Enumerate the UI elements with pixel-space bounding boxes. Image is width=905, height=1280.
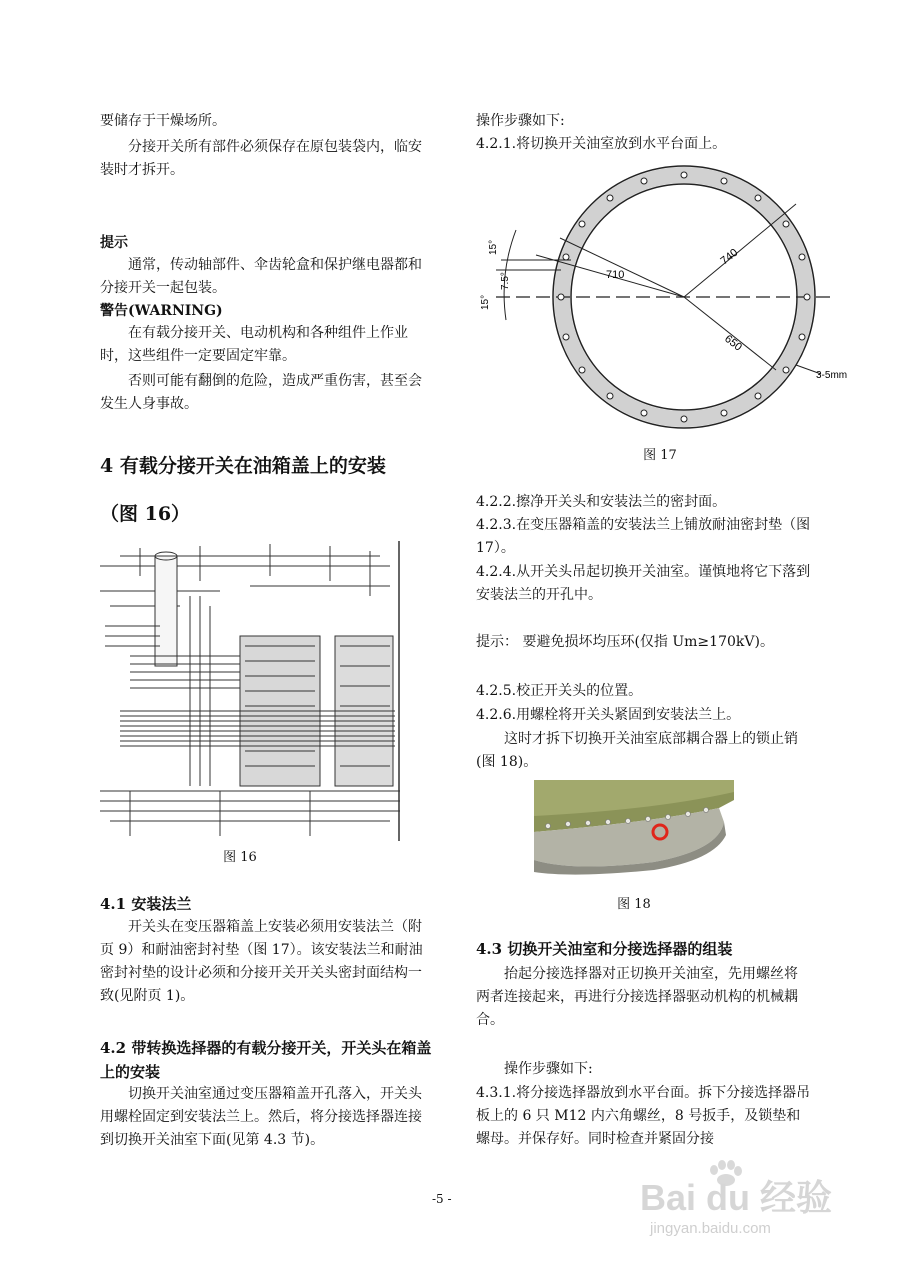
section-4-2-text: 切换开关油室通过变压器箱盖开孔落入，开关头用螺栓固定到安装法兰上。然后，将分接选择器连接到切换开关油室下面(见第 4.3 节)。 [100,1086,422,1148]
dim-710-label: 710 [606,269,625,281]
step-4-2-1: 4.2.1.将切换开关油室放到水平台面上。 [476,136,727,152]
figure-16-caption: 图 16 [223,850,257,865]
baidu-watermark [640,1160,870,1240]
watermark-url: jingyan.baidu.com [650,1220,771,1237]
transformer-line-art [100,536,400,841]
step-4-2-6-text: 这时才拆下切换开关油室底部耦合器上的锁止销(图 18)。 [476,731,798,770]
paragraph-storage-end: 要储存于干燥场所。 [100,113,226,129]
step-4-2-6: 4.2.6.用螺栓将开关头紧固到安装法兰上。 [476,707,741,723]
figure-18-caption: 图 18 [617,897,651,912]
step-4-2-3: 4.2.3.在变压器箱盖的安装法兰上铺放耐油密封垫（图 17）。 [476,517,811,556]
paragraph-packaging: 分接开关所有部件必须保存在原包装袋内，临安装时才拆开。 [100,139,422,178]
note-voltage: 提示： 要避免损坏均压环(仅指 Um≥170kV)。 [476,634,774,650]
flange-diagram [476,160,856,440]
gap-label: 3-5mm [816,370,848,381]
section-4-2-title: 4.2 带转换选择器的有载分接开关，开关头在箱盖上的安装 [100,1039,432,1081]
step-4-2-5: 4.2.5.校正开关头的位置。 [476,683,643,699]
step-4-2-2: 4.2.2.擦净开关头和安装法兰的密封面。 [476,494,727,510]
section-4-3-title: 4.3 切换开关油室和分接选择器的组装 [476,940,733,958]
watermark-brand: Bai du 经验 [640,1177,833,1218]
figure-18-photo [534,780,734,875]
warning-paragraph-2: 否则可能有翻倒的危险，造成严重伤害，甚至会发生人身事故。 [100,373,422,412]
dim-650-label: 650 [722,332,745,354]
step-4-2-4: 4.2.4.从开关头吊起切换开关油室。谨慎地将它下落到安装法兰的开孔中。 [476,564,811,603]
page-number: -5 - [432,1192,452,1206]
angle-7-5-label: 7.5° [500,272,511,290]
section-4-3-text: 抬起分接选择器对正切换开关油室，先用螺丝将两者连接起来，再进行分接选择器驱动机构的机械耦合。 [476,966,798,1028]
section-4-title: 4 有载分接开关在油箱盖上的安装 [100,455,386,477]
warning-title: 警告(WARNING) [100,303,223,319]
steps-intro-2: 操作步骤如下: [504,1061,593,1077]
section-4-figure-ref: （图 16） [100,503,191,525]
steps-intro: 操作步骤如下: [476,113,565,129]
hint-text: 通常，传动轴部件、伞齿轮盒和保护继电器都和分接开关一起包装。 [100,257,422,296]
section-4-1-title: 4.1 安装法兰 [100,895,192,913]
warning-paragraph-1: 在有载分接开关、电动机构和各种组件上作业时，这些组件一定要固定牢靠。 [100,325,408,364]
dim-740-label: 740 [718,246,741,268]
angle-15-top-label: 15° [488,239,499,255]
figure-17-caption: 图 17 [643,448,677,463]
angle-15-bottom-label: 15° [480,294,491,310]
coupler-photo-illustration [534,780,734,875]
figure-17-flange-drawing [476,160,856,440]
step-4-3-1: 4.3.1.将分接选择器放到水平台面。拆下分接选择器吊板上的 6 只 M12 内六角螺丝，8 号扳手，及锁垫和螺母。并保存好。同时检查并紧固分接 [476,1085,811,1147]
hint-title: 提示 [100,235,128,251]
section-4-1-text: 开关头在变压器箱盖上安装必须用安装法兰（附页 9）和耐油密封衬垫（图 17）。该安装法兰和耐油密封衬垫的设计必须和分接开关开关头密封面结构一致(见附页 1)。 [100,919,423,1004]
figure-16-transformer-drawing [100,536,400,841]
